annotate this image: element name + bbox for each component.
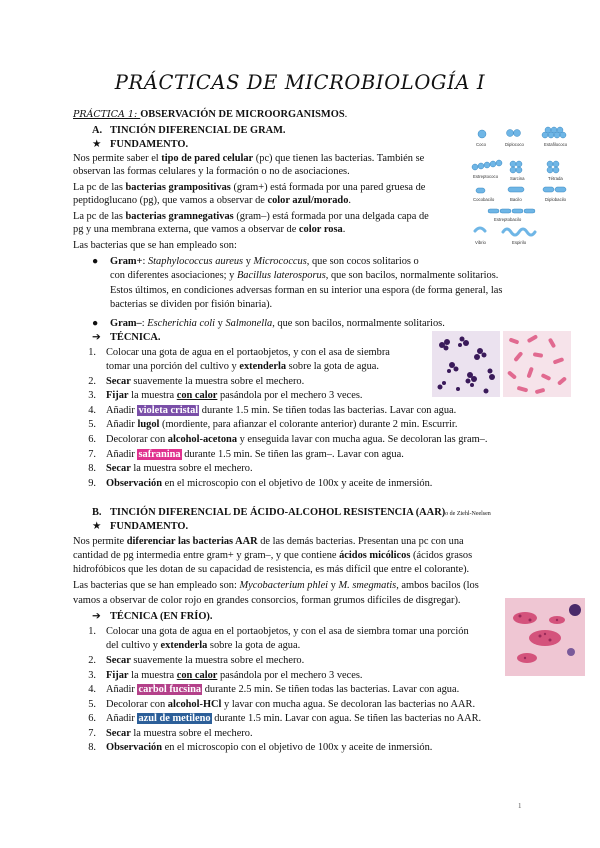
practica-heading: PRÁCTICA 1: OBSERVACIÓN DE MICROORGANISMOS. (73, 109, 348, 120)
shape-label: Bacilo (510, 197, 522, 202)
step-a6: Decolorar con alcohol-acetona y enseguida lavar con mucha agua. Se decoloran las gram–. (106, 434, 488, 445)
para-a1-l2: observan las formas celulares y la formación o no de asociaciones. (73, 166, 350, 177)
para-b1-l2: cantidad de pg intermedia entre gram+ y gram–, y que contiene ácidos micólicos (ácidos grasos (73, 550, 473, 561)
bullet-gram-pos-l2: con diferentes asociaciones; y Bacillus laterosporus, que son bacilos, normalmente solitarios. (110, 270, 499, 281)
para-a2-l1: La pc de las bacterias grampositivas (gram+) está formada por una pared gruesa de (73, 182, 426, 193)
step-number: 2. (88, 376, 96, 387)
arrow-icon: ➔ (92, 611, 101, 622)
step-b5: Decolorar con alcohol-HCl y lavar con mucha agua. Se decoloran las bacterias no AAR. (106, 699, 476, 710)
step-a1-l1: Colocar una gota de agua en el portaobjetos, y con el asa de siembra (106, 347, 390, 358)
bullet-gram-pos-l1: Gram+: Staphylococcus aureus y Micrococcus, que son cocos solitarios o (110, 256, 419, 267)
shape-label: Estreptobacilo (494, 217, 522, 222)
shape-label: Estreptococo (473, 174, 499, 179)
step-number: 9. (88, 478, 96, 489)
step-a4: Añadir violeta cristal durante 1.5 min. Se tiñen todas las bacterias. Lavar con agua. (106, 405, 457, 416)
para-b1-l3: hidrofóbicos que les dotan de su capacidad de resistencia, es más difícil que entre el colorante). (73, 564, 470, 575)
step-b8: Observación en el microscopio con el objetivo de 100x y aceite de inmersión. (106, 742, 433, 753)
fundamento-b: FUNDAMENTO. (110, 521, 189, 532)
step-b1-l1: Colocar una gota de agua en el portaobjetos, y con el asa de siembra tomar una porción (106, 626, 469, 637)
gram-negative-micrograph (503, 331, 571, 397)
para-b1-l1: Nos permite diferenciar las bacterias AAR de las demás bacterias. Presentan una pc con una (73, 536, 464, 547)
step-number: 4. (88, 684, 96, 695)
step-number: 7. (88, 728, 96, 739)
tecnica-a: TÉCNICA. (110, 332, 161, 343)
step-number: 6. (88, 713, 96, 724)
bacteria-shapes-diagram (470, 124, 582, 254)
arrow-icon: ➔ (92, 332, 101, 343)
step-number: 5. (88, 419, 96, 430)
step-a1-l2: tomar una porción del cultivo y extenderla sobre la gota de agua. (106, 361, 379, 372)
para-a3-l2: pg y una membrana externa, que vamos a observar de color rosa. (73, 224, 346, 235)
step-b1-l2: del cultivo y extenderla sobre la gota de agua. (106, 640, 301, 651)
bullet-icon: ● (92, 318, 99, 329)
shape-label: Diplobacilo (545, 197, 567, 202)
star-icon: ★ (92, 521, 102, 532)
step-b6: Añadir azul de metileno durante 1.5 min. Lavar con agua. Se tiñen las bacterias no AAR. (106, 713, 482, 724)
aar-micrograph (505, 598, 585, 676)
section-a-heading: TINCIÓN DIFERENCIAL DE GRAM. (110, 125, 286, 136)
shape-label: Tétrada (548, 176, 563, 181)
bullet-gram-pos-l3: Estos últimos, en condiciones adversas forman en su interior una espora (de forma general, las (110, 285, 503, 296)
step-number: 8. (88, 463, 96, 474)
shape-label: Estafilococo (544, 142, 568, 147)
step-a3: Fijar la muestra con calor pasándola por el mechero 3 veces. (106, 390, 363, 401)
step-number: 6. (88, 434, 96, 445)
bullet-gram-pos-l4: bacterias se dividen por fisión binaria). (110, 299, 273, 310)
shape-label: Vibrio (475, 240, 486, 245)
step-a2: Secar suavemente la muestra sobre el mechero. (106, 376, 305, 387)
shape-label: Sarcina (510, 176, 525, 181)
para-b2-l2: vamos a observar de color rojo en grandes consorcios, forman grumos difíciles de disgregar). (73, 595, 461, 606)
section-b-letter: B. (92, 507, 102, 518)
para-a4: Las bacterias que se han empleado son: (73, 240, 237, 251)
star-icon: ★ (92, 139, 102, 150)
step-a8: Secar la muestra sobre el mechero. (106, 463, 253, 474)
step-number: 1. (88, 626, 96, 637)
step-number: 5. (88, 699, 96, 710)
page-number: 1 (518, 802, 522, 810)
step-b4: Añadir carbol fucsina durante 2.5 min. Se tiñen todas las bacterias. Lavar con agua. (106, 684, 460, 695)
gram-positive-micrograph (432, 331, 500, 397)
step-number: 7. (88, 449, 96, 460)
step-a9: Observación en el microscopio con el objetivo de 100x y aceite de inmersión. (106, 478, 433, 489)
section-a-letter: A. (92, 125, 103, 136)
para-a3-l1: La pc de las bacterias gramnegativas (gram–) está formada por una delgada capa de (73, 211, 429, 222)
step-a7: Añadir safranina durante 1.5 min. Se tiñen las gram–. Lavar con agua. (106, 449, 404, 460)
step-number: 4. (88, 405, 96, 416)
step-b2: Secar suavemente la muestra sobre el mechero. (106, 655, 305, 666)
section-b-heading: TINCIÓN DIFERENCIAL DE ÁCIDO-ALCOHOL RESISTENCIA (AAR)o de Ziehl-Neelsen (110, 507, 491, 518)
para-b2-l1: Las bacterias que se han empleado son: Mycobacterium phlei y M. smegmatis, ambos bacilos (los (73, 580, 479, 591)
step-b7: Secar la muestra sobre el mechero. (106, 728, 253, 739)
bullet-gram-neg: Gram–: Escherichia coli y Salmonella, que son bacilos, normalmente solitarios. (110, 318, 445, 329)
shape-label: Cocobacilo (473, 197, 495, 202)
shape-label: Diplococo (505, 142, 524, 147)
para-a1-l1: Nos permite saber el tipo de pared celular (pc) que tienen las bacterias. También se (73, 153, 425, 164)
shape-label: Espirilo (512, 240, 527, 245)
step-number: 8. (88, 742, 96, 753)
step-number: 1. (88, 347, 96, 358)
step-b3: Fijar la muestra con calor pasándola por el mechero 3 veces. (106, 670, 363, 681)
step-a5: Añadir lugol (mordiente, para afianzar el colorante anterior) durante 2 min. Escurrir. (106, 419, 458, 430)
practica-label: PRÁCTICA 1 (73, 109, 134, 120)
practica-title: OBSERVACIÓN DE MICROORGANISMOS (140, 109, 345, 120)
step-number: 3. (88, 390, 96, 401)
fundamento-a: FUNDAMENTO. (110, 139, 189, 150)
step-number: 2. (88, 655, 96, 666)
para-a2-l2: peptidoglucano (pg), que vamos a observar de color azul/morado. (73, 195, 351, 206)
tecnica-b: TÉCNICA (EN FRÍO). (110, 611, 213, 622)
shape-label: Coco (476, 142, 487, 147)
step-number: 3. (88, 670, 96, 681)
bullet-icon: ● (92, 256, 99, 267)
page-title: PRÁCTICAS DE MICROBIOLOGÍA I (114, 71, 486, 94)
